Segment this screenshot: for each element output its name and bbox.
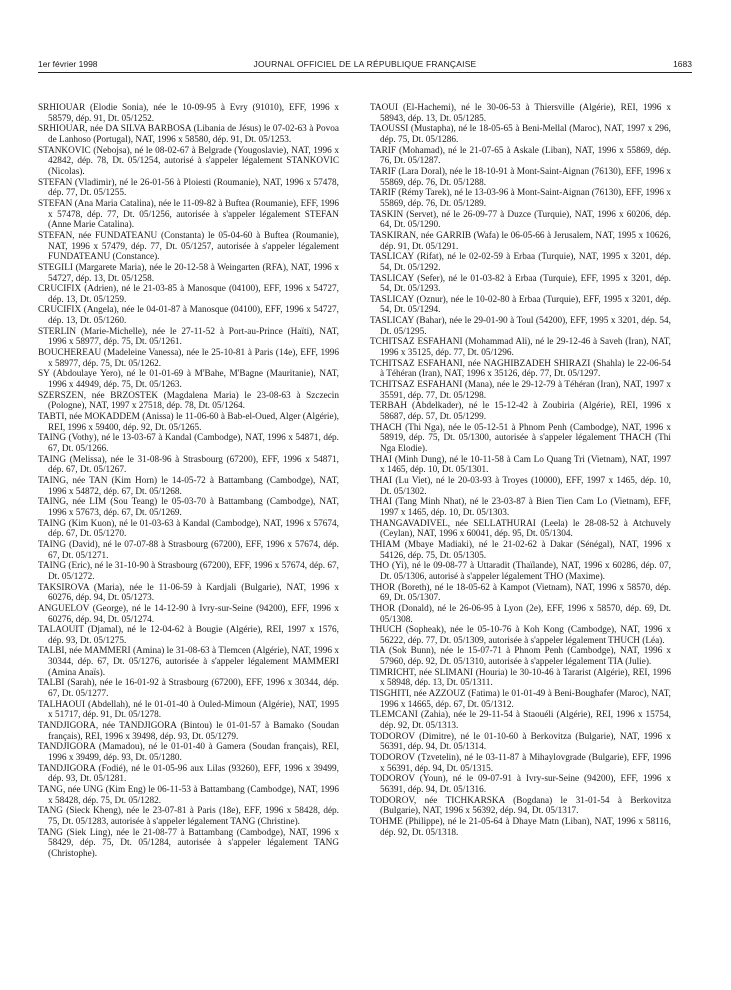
naturalization-entry: TLEMCANI (Zahia), née le 29-11-54 à Staouéli (Algérie), REI, 1996 x 15754, dép. 92, Dt. 05/1313. <box>370 710 671 732</box>
naturalization-entry: BOUCHEREAU (Madeleine Vanessa), née le 25-10-81 à Paris (14e), EFF, 1996 x 58977, dép. 75, Dt. 05/1262. <box>38 348 339 369</box>
naturalization-entry: STEFAN (Vladimir), né le 26-01-56 à Ploiesti (Roumanie), NAT, 1996 x 57478, dép. 77, Dt. 05/1255. <box>38 177 339 199</box>
naturalization-entry: TAING, née LIM (Sou Teang) le 05-03-70 à Battambang (Cambodge), NAT, 1996 x 57673, dép. 67, Dt. 05/1269. <box>38 497 339 518</box>
naturalization-entry: TASKIN (Servet), né le 26-09-77 à Duzce (Turquie), NAT, 1996 x 60206, dép. 64, Dt. 05/1290. <box>370 209 671 231</box>
naturalization-entry: TODOROV (Youn), né le 09-07-91 à Ivry-sur-Seine (94200), EFF, 1996 x 56391, dép. 94, Dt. 05/1316. <box>370 774 671 795</box>
naturalization-entry: TCHITSAZ ESFAHANI (Mana), née le 29-12-79 à Téhéran (Iran), NAT, 1997 x 35591, dép. 77, Dt. 05/1298. <box>370 380 671 401</box>
naturalization-entry: STEFAN (Ana Maria Catalina), née le 11-09-82 à Buftea (Roumanie), EFF, 1996 x 57478, dép. 77, Dt. 05/1256, autorisée à s'appeler légalement STEFAN (Anne Marie Catalina). <box>38 198 339 231</box>
naturalization-entry: TIA (Sok Bunn), née le 15-07-71 à Phnom Penh (Cambodge), NAT, 1996 x 57960, dép. 92, Dt. 05/1310, autorisée à s'appeler légalement TIA (Julie). <box>370 646 671 668</box>
naturalization-entry: TODOROV (Dimitre), né le 01-10-60 à Berkovitza (Bulgarie), NAT, 1996 x 56391, dép. 94, Dt. 05/1314. <box>370 731 671 753</box>
naturalization-entry: TAING (Melissa), née le 31-08-96 à Strasbourg (67200), EFF, 1996 x 54871, dép. 67, Dt. 05/1267. <box>38 454 339 476</box>
naturalization-entry: THUCH (Sopheak), née le 05-10-76 à Koh Kong (Cambodge), NAT, 1996 x 56222, dép. 77, Dt. 05/1309, autorisée à s'appeler légalement THUCH (Léa). <box>370 625 671 646</box>
right-column <box>370 103 671 838</box>
naturalization-entry: TANDJIGORA (Fodié), né le 01-05-96 aux Lilas (93260), EFF, 1996 x 39499, dép. 93, Dt. 05/1281. <box>38 763 339 785</box>
naturalization-entry: TANDJIGORA, née TANDJIGORA (Bintou) le 01-01-57 à Bamako (Soudan français), REI, 1996 x 39498, dép. 93, Dt. 05/1279. <box>38 721 339 742</box>
naturalization-entry: TAING (Eric), né le 31-10-90 à Strasbourg (67200), EFF, 1996 x 57674, dép. 67, Dt. 05/1272. <box>38 561 339 582</box>
naturalization-entry: TALBI (Sarah), née le 16-01-92 à Strasbourg (67200), EFF, 1996 x 30344, dép. 67, Dt. 05/1277. <box>38 678 339 700</box>
naturalization-entry: TARIF (Lara Doral), née le 18-10-91 à Mont-Saint-Aignan (76130), EFF, 1996 x 55869, dép. 76, Dt. 05/1288. <box>370 166 671 188</box>
naturalization-entry: TCHITSAZ ESFAHANI (Mohammad Ali), né le 29-12-46 à Saveh (Iran), NAT, 1996 x 35125, dép. 77, Dt. 05/1296. <box>370 337 671 359</box>
naturalization-entry: TANG (Siek Ling), née le 21-08-77 à Battambang (Cambodge), NAT, 1996 x 58429, dép. 75, Dt. 05/1284, autorisée à s'appeler légalement TANG (Christophe). <box>38 827 339 859</box>
naturalization-entry: TANG, née UNG (Kim Eng) le 06-11-53 à Battambang (Cambodge), NAT, 1996 x 58428, dép. 75, Dt. 05/1282. <box>38 785 339 806</box>
naturalization-entry: TODOROV (Tzvetelin), né le 03-11-87 à Mihaylovgrade (Bulgarie), EFF, 1996 x 56391, dép. 94, Dt. 05/1315. <box>370 753 671 774</box>
naturalization-entry: TASKIRAN, née GARRIB (Wafa) le 06-05-66 à Jerusalem, NAT, 1995 x 10626, dép. 91, Dt. 05/1291. <box>370 230 671 252</box>
naturalization-entry: CRUCIFIX (Adrien), né le 21-03-85 à Manosque (04100), EFF, 1996 x 54727, dép. 13, Dt. 05/1259. <box>38 284 339 305</box>
naturalization-entry: TISGHITI, née AZZOUZ (Fatima) le 01-01-49 à Beni-Boughafer (Maroc), NAT, 1996 x 14665, dép. 67, Dt. 05/1312. <box>370 689 671 710</box>
naturalization-entry: THACH (Thi Nga), née le 05-12-51 à Phnom Penh (Cambodge), NAT, 1996 x 58919, dép. 75, Dt. 05/1300, autorisée à s'appeler légalement THACH (Thi Nga Elodie). <box>370 422 671 454</box>
naturalization-entry: STANKOVIC (Nebojsa), né le 08-02-67 à Belgrade (Yougoslavie), NAT, 1996 x 42842, dép. 78, Dt. 05/1254, autorisé à s'appeler légalement STANKOVIC (Nicolas). <box>38 145 339 177</box>
naturalization-entry: TAKSIROVA (Maria), née le 11-06-59 à Kardjali (Bulgarie), NAT, 1996 x 60276, dép. 94, Dt. 05/1273. <box>38 582 339 604</box>
naturalization-entry: SZERSZEN, née BRZOSTEK (Magdalena Maria) le 23-08-63 à Szczecin (Pologne), NAT, 1997 x 27518, dép. 78, Dt. 05/1264. <box>38 390 339 412</box>
naturalization-entry: TANG (Sieck Kheng), née le 23-07-81 à Paris (18e), EFF, 1996 x 58428, dép. 75, Dt. 05/1283, autorisée à s'appeler légalement TANG (Christine). <box>38 806 339 827</box>
naturalization-entry: TOHME (Philippe), né le 21-05-64 à Dhaye Matn (Liban), NAT, 1996 x 58116, dép. 92, Dt. 05/1318. <box>370 816 671 838</box>
naturalization-entry: SRHIOUAR, née DA SILVA BARBOSA (Libania de Jésus) le 07-02-63 à Povoa de Lanhoso (Portugal), NAT, 1996 x 58580, dép. 91, Dt. 05/1253. <box>38 124 339 145</box>
naturalization-entry: TASLICAY (Bahar), née le 29-01-90 à Toul (54200), EFF, 1995 x 3201, dép. 54, Dt. 05/1295. <box>370 316 671 337</box>
naturalization-entry: TARIF (Mohamad), né le 21-07-65 à Askale (Liban), NAT, 1996 x 55869, dép. 76, Dt. 05/1287. <box>370 145 671 167</box>
naturalization-entry: THIAM (Mbaye Madiaki), né le 21-02-62 à Dakar (Sénégal), NAT, 1996 x 54126, dép. 75, Dt. 05/1305. <box>370 539 671 561</box>
naturalization-entry: TALAOUIT (Djamal), né le 12-04-62 à Bougie (Algérie), REI, 1997 x 1576, dép. 93, Dt. 05/1275. <box>38 625 339 646</box>
naturalization-entry: STERLIN (Marie-Michelle), née le 27-11-52 à Port-au-Prince (Haïti), NAT, 1996 x 58977, dép. 75, Dt. 05/1261. <box>38 326 339 348</box>
naturalization-entry: TASLICAY (Oznur), née le 10-02-80 à Erbaa (Turquie), EFF, 1995 x 3201, dép. 54, Dt. 05/1294. <box>370 294 671 316</box>
naturalization-entry: STEFAN, née FUNDATEANU (Constanta) le 05-04-60 à Buftea (Roumanie), NAT, 1996 x 57479, dép. 77, Dt. 05/1257, autorisée à s'appeler légalement FUNDATEANU (Constance). <box>38 230 339 263</box>
naturalization-entry: TAING, née TAN (Kim Horn) le 14-05-72 à Battambang (Cambodge), NAT, 1996 x 54872, dép. 67, Dt. 05/1268. <box>38 475 339 497</box>
naturalization-entry: THOR (Boreth), né le 18-05-62 à Kampot (Vietnam), NAT, 1996 x 58570, dép. 69, Dt. 05/1307. <box>370 582 671 604</box>
naturalization-entry: THOR (Donald), né le 26-06-95 à Lyon (2e), EFF, 1996 x 58570, dép. 69, Dt. 05/1308. <box>370 603 671 625</box>
naturalization-entry: SY (Abdoulaye Yero), né le 01-01-69 à M'Bahe, M'Bagne (Mauritanie), NAT, 1996 x 44949, dép. 75, Dt. 05/1263. <box>38 369 339 391</box>
naturalization-entry: TODOROV, née TICHKARSKA (Bogdana) le 31-01-54 à Berkovitza (Bulgarie), NAT, 1996 x 56392, dép. 94, Dt. 05/1317. <box>370 795 671 817</box>
naturalization-entry: THAI (Lu Viet), né le 20-03-93 à Troyes (10000), EFF, 1997 x 1465, dép. 10, Dt. 05/1302. <box>370 475 671 497</box>
left-column <box>38 103 339 860</box>
naturalization-entry: TAOUI (El-Hachemi), né le 30-06-53 à Thiersville (Algérie), REI, 1996 x 58943, dép. 13, Dt. 05/1285. <box>370 103 671 124</box>
naturalization-entry: TAING (David), né le 07-07-88 à Strasbourg (67200), EFF, 1996 x 57674, dép. 67, Dt. 05/1271. <box>38 539 339 561</box>
naturalization-entry: SRHIOUAR (Elodie Sonia), née le 10-09-95 à Evry (91010), EFF, 1996 x 58579, dép. 91, Dt. 05/1252. <box>38 103 339 124</box>
naturalization-entry: TAING (Vothy), né le 13-03-67 à Kandal (Cambodge), NAT, 1996 x 54871, dép. 67, Dt. 05/1266. <box>38 433 339 454</box>
naturalization-entry: TIMRICHT, née SLIMANI (Houria) le 30-10-46 à Tararist (Algérie), REI, 1996 x 58948, dép. 13, Dt. 05/1311. <box>370 667 671 689</box>
naturalization-entry: TARIF (Rémy Tarek), né le 13-03-96 à Mont-Saint-Aignan (76130), EFF, 1996 x 55869, dép. 76, Dt. 05/1289. <box>370 188 671 209</box>
naturalization-entry: ANGUELOV (George), né le 14-12-90 à Ivry-sur-Seine (94200), EFF, 1996 x 60276, dép. 94, Dt. 05/1274. <box>38 603 339 625</box>
naturalization-entry: THAI (Tang Minh Nhat), né le 23-03-87 à Bien Tien Cam Lo (Vietnam), EFF, 1997 x 1465, dép. 10, Dt. 05/1303. <box>370 497 671 518</box>
naturalization-entry: TABTI, née MOKADDEM (Anissa) le 11-06-60 à Bab-el-Oued, Alger (Algérie), REI, 1996 x 59400, dép. 92, Dt. 05/1265. <box>38 412 339 433</box>
naturalization-entry: TANDJIGORA (Mamadou), né le 01-01-40 à Gamera (Soudan français), REI, 1996 x 39499, dép. 93, Dt. 05/1280. <box>38 742 339 764</box>
naturalization-entry: TAING (Kim Kuon), né le 01-03-63 à Kandal (Cambodge), NAT, 1996 x 57674, dép. 67, Dt. 05/1270. <box>38 518 339 540</box>
header-journal-title: JOURNAL OFFICIEL DE LA RÉPUBLIQUE FRANÇAISE <box>253 59 477 69</box>
naturalization-entry: TALBI, née MAMMERI (Amina) le 31-08-63 à Tlemcen (Algérie), NAT, 1996 x 30344, dép. 67, Dt. 05/1276, autorisée à s'appeler légalement MAMMERI (Amina Anaïs). <box>38 646 339 678</box>
naturalization-entry: TERBAH (Abdelkader), né le 15-12-42 à Zoubiria (Algérie), REI, 1996 x 58687, dép. 57, Dt. 05/1299. <box>370 401 671 423</box>
naturalization-entry: STEGILI (Margarete Maria), née le 20-12-58 à Weingarten (RFA), NAT, 1996 x 54727, dép. 13, Dt. 05/1258. <box>38 262 339 284</box>
naturalization-entry: TASLICAY (Rifat), né le 02-02-59 à Erbaa (Turquie), NAT, 1995 x 3201, dép. 54, Dt. 05/1292. <box>370 252 671 273</box>
naturalization-entry: TAOUSSI (Mustapha), né le 18-05-65 à Beni-Mellal (Maroc), NAT, 1997 x 296, dép. 75, Dt. 05/1286. <box>370 124 671 145</box>
naturalization-entry: TASLICAY (Sefer), né le 01-03-82 à Erbaa (Turquie), EFF, 1995 x 3201, dép. 54, Dt. 05/1293. <box>370 273 671 295</box>
naturalization-entry: THO (Yi), né le 09-08-77 à Uttaradit (Thaïlande), NAT, 1996 x 60286, dép. 07, Dt. 05/1306, autorisé à s'appeler légalement THO (Maxime). <box>370 561 671 582</box>
naturalization-entry: THANGAVADIVEL, née SELLATHURAI (Leela) le 28-08-52 à Atchuvely (Ceylan), NAT, 1996 x 60041, dép. 95, Dt. 05/1304. <box>370 518 671 540</box>
naturalization-entry: CRUCIFIX (Angela), née le 04-01-87 à Manosque (04100), EFF, 1996 x 54727, dép. 13, Dt. 05/1260. <box>38 305 339 327</box>
header-page-number: 1683 <box>673 59 692 69</box>
naturalization-entry: TCHITSAZ ESFAHANI, née NAGHIBZADEH SHIRAZI (Shahla) le 22-06-54 à Téhéran (Iran), NAT, 1996 x 35126, dép. 77, Dt. 05/1297. <box>370 358 671 380</box>
naturalization-entry: TALHAOUI (Abdellah), né le 01-01-40 à Ouled-Mimoun (Algérie), NAT, 1995 x 51717, dép. 91, Dt. 05/1278. <box>38 699 339 721</box>
naturalization-entry: THAI (Minh Dung), né le 10-11-58 à Cam Lo Quang Tri (Vietnam), NAT, 1997 x 1465, dép. 10, Dt. 05/1301. <box>370 454 671 476</box>
header-date: 1er février 1998 <box>38 59 98 69</box>
page-header <box>38 58 692 73</box>
